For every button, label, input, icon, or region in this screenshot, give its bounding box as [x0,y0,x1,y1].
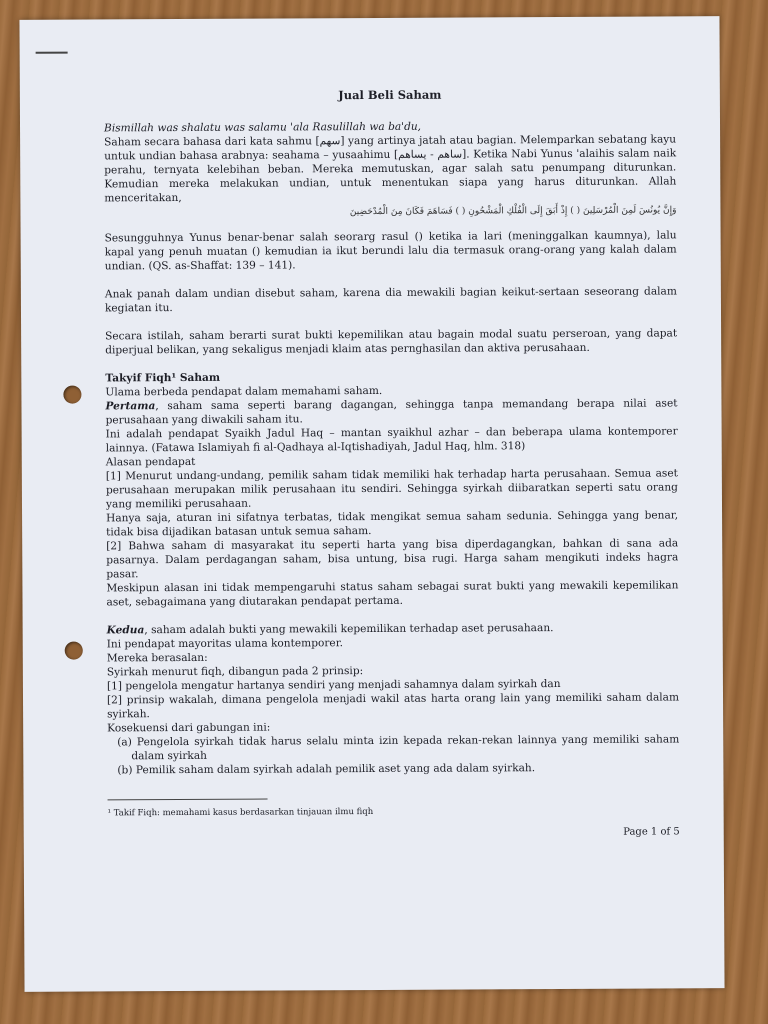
document-title: Jual Beli Saham [338,87,442,103]
paragraph-istilah: Secara istilah, saham berarti surat bukti kepemilikan atau bagain modal suatu perseroan, yang dapat diperjual belikan, yang sekaligus menjadi klaim atas pernghasilan dan aktiva perusahaan. [105,327,678,357]
kedua-line-6: [2] prinsip wakalah, dimana pengelola menjadi wakil atas harta orang lain yang memiliki saham dalam syirkah. [106,691,680,721]
paragraph-definition: Saham secara bahasa dari kata sahmu [سهم] yang artinya jatah atau bagian. Melemparkan sebatang kayu untuk undian bahasa arabnya: seahama – yusaahimu [ساهم - يساهم]. Ketika Nabi Yunus 'alaihis salam naik perahu, ternyata kelebihan beban. Mereka memutuskan, agar salah satu penumpang diturunkan. Kemudian mereka melakukan undian, untuk menentukan siapa yang harus diturunkan. Allah menceritakan, [104,133,677,205]
page-number: Page 1 of 5 [623,826,680,838]
kedua-label: Kedua [106,624,145,637]
footnote: ¹ Takif Fiqh: memahami kasus berdasarkan tinjauan ilmu fiqh [107,806,374,819]
takyif-line-5: [1] Menurut undang-undang, pemilik saham tidak memiliki hak terhadap harta perusahaan. Semua aset perusahaan merupakan milik perusahaan itu sendiri. Sehingga syirkah diibaratkan seperti satu orang yang memiliki perusahaan. [105,467,678,511]
takyif-pertama [105,396,677,427]
kedua-line-2: Ini pendapat mayoritas ulama kontemporer. [106,637,343,651]
pertama-label: Pertama [105,400,156,413]
paragraph-translation: Sesungguhnya Yunus benar-benar salah seorarg rasul () ketika ia lari (meninggalkan kaumnya), lalu kapal yang penuh muatan () kemudian ia ikut berundi lalu dia termasuk orang-orang yang kalah dalam undian. (QS. as-Shaffat: 139 – 141). [104,229,677,273]
kedua-line-5: [1] pengelola mengatur hartanya sendiri yang menjadi sahamnya dalam syirkah dan [106,678,561,693]
takyif-line-3: Ini adalah pendapat Syaikh Jadul Haq – mantan syaikhul azhar – dan beberapa ulama kontemporer lainnya. (Fatawa Islamiyah fi al-Qadhaya al-Iqtishadiyah, Jadul Haq, hlm. 318) [105,425,678,455]
heading-takyif: Takyif Fiqh¹ Saham [105,371,221,385]
punch-hole-bottom [65,642,83,660]
pen-mark [36,52,68,54]
kedua-item-b: (b) Pemilik saham dalam syirkah adalah pemilik aset yang ada dalam syirkah. [117,762,536,777]
kedua-item-a: (a) Pengelola syirkah tidak harus selalu minta izin kepada rekan-rekan lainnya yang memiliki saham dalam syirkah [117,733,680,763]
document-page [19,16,724,992]
pertama-text: , saham sama seperti barang dagangan, sehingga tanpa memandang berapa nilai aset perusahaan yang diwakili saham itu. [105,397,678,427]
takyif-line-6: Hanya saja, aturan ini sifatnya terbatas, tidak mengikat semua saham sedunia. Sehingga yang benar, tidak bisa dijadikan batasan untuk semua saham. [106,509,679,539]
takyif-line-1: Ulama berbeda pendapat dalam memahami saham. [105,384,383,399]
kedua-line-4: Syirkah menurut fiqh, dibangun pada 2 prinsip: [106,665,364,679]
arabic-verse: وَإِنَّ يُونُسَ لَمِنَ الْمُرْسَلِينَ ( ) إِذْ أَبَقَ إِلَى الْفُلْكِ الْمَشْحُونِ ( ) فَسَاهَمَ فَكَانَ مِنَ الْمُدْحَضِينَ [349,205,677,218]
paragraph-arrow: Anak panah dalam undian disebut saham, karena dia mewakili bagian keikut-sertaan seseorang dalam kegiatan itu. [104,285,677,315]
kedua-line-7: Kosekuensi dari gabungan ini: [107,721,271,735]
kedua-line-3: Mereka berasalan: [106,651,208,665]
takyif-line-8: Meskipun alasan ini tidak mempengaruhi status saham sebagai surat bukti yang mewakili kepemilikan aset, sebagaimana yang diutarakan pendapat pertama. [106,579,679,609]
footnote-divider [108,799,268,801]
punch-hole-top [63,386,81,404]
intro-greeting: Bismillah was shalatu was salamu 'ala Rasulillah wa ba'du, [103,120,422,135]
document-content [104,86,680,842]
kedua-text: , saham adalah bukti yang mewakili kepemilikan terhadap aset perusahaan. [144,622,554,637]
takyif-line-4: Alasan pendapat [105,455,196,469]
takyif-line-7: [2] Bahwa saham di masyarakat itu seperti harta yang bisa diperdagangkan, bahkan di sana ada pasarnya. Dalam perdagangan saham, bisa untung, bisa rugi. Harga saham mengikuti indeks hagra pasar. [106,537,679,581]
